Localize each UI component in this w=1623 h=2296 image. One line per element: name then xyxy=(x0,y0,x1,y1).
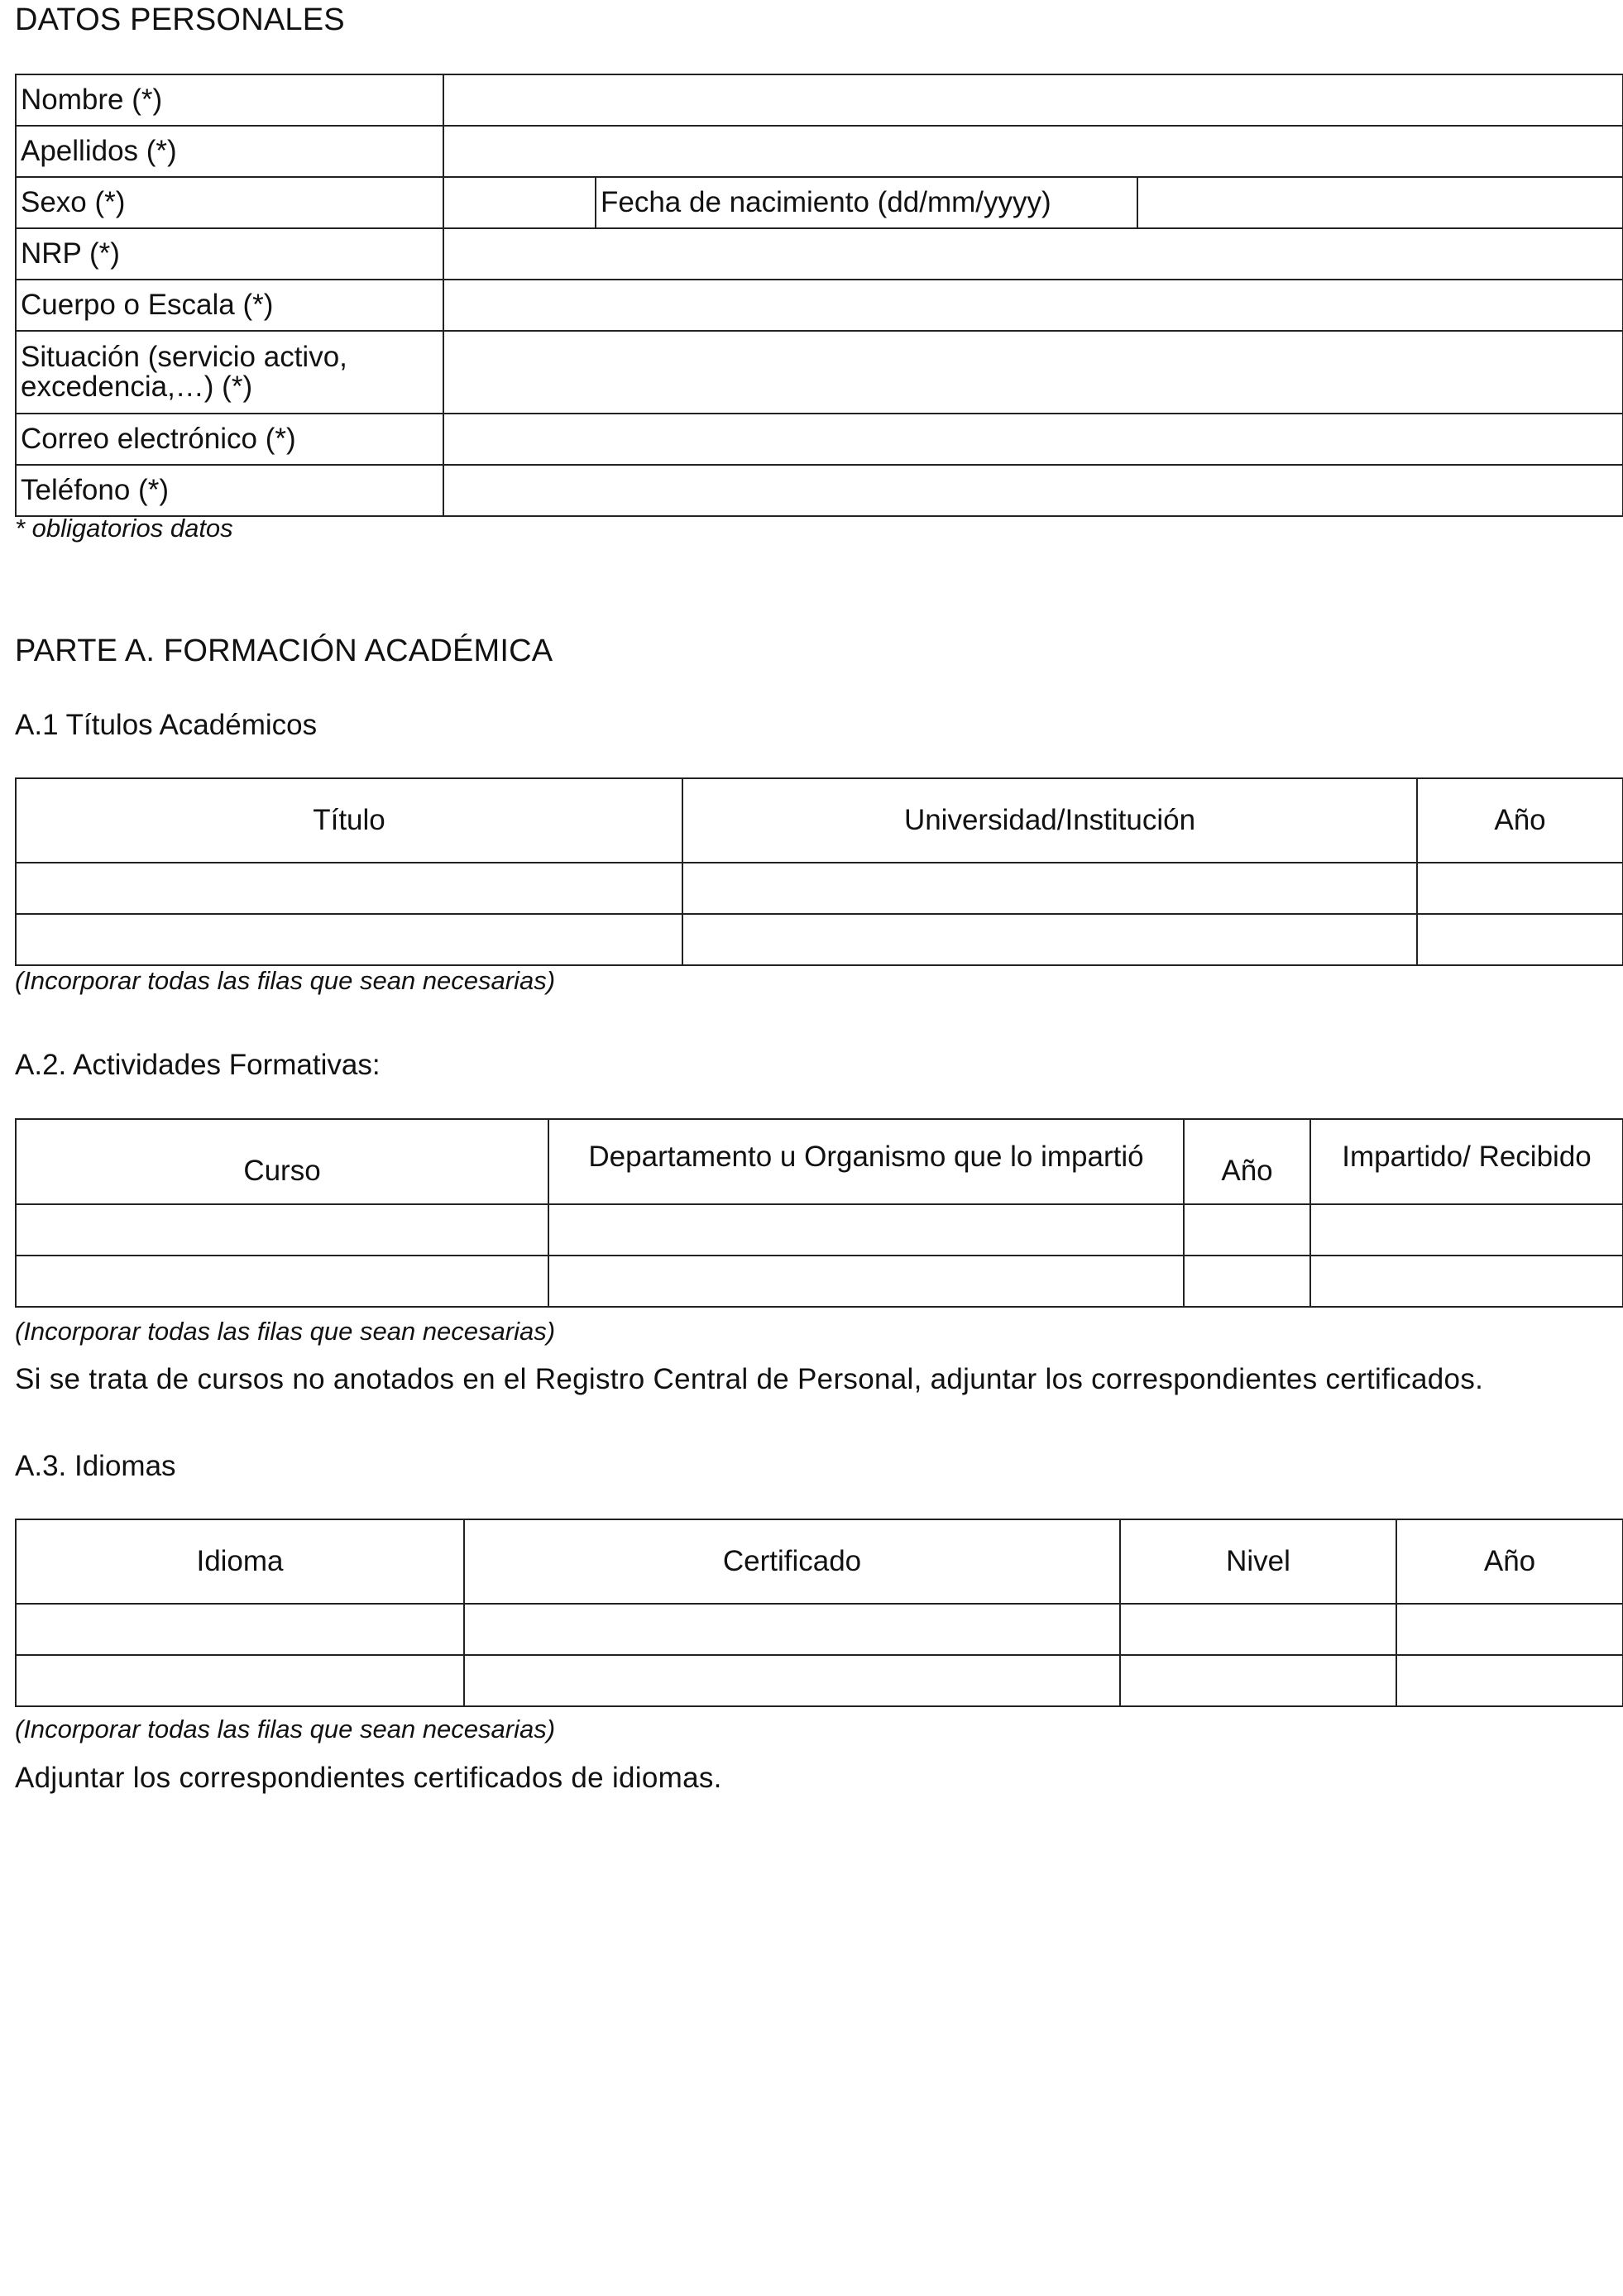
actividades-table xyxy=(15,1118,1623,1308)
column-header-anio: Año xyxy=(1417,778,1623,863)
fecha-nacimiento-field[interactable] xyxy=(1137,177,1623,228)
section-title-parte-a: PARTE A. FORMACIÓN ACADÉMICA xyxy=(15,634,553,668)
subsection-title-actividades: A.2. Actividades Formativas: xyxy=(15,1049,381,1081)
table-cell[interactable] xyxy=(1120,1604,1396,1655)
cuerpo-escala-field[interactable] xyxy=(443,280,1623,331)
footnote-obligatorios: * obligatorios datos xyxy=(15,514,233,543)
label-sexo: Sexo (*) xyxy=(16,177,443,228)
label-fecha-nacimiento: Fecha de nacimiento (dd/mm/yyyy) xyxy=(596,177,1137,228)
table-cell[interactable] xyxy=(464,1655,1120,1706)
table-cell[interactable] xyxy=(16,1655,464,1706)
table-row xyxy=(16,863,1623,914)
personal-data-table xyxy=(15,74,1623,517)
column-header-nivel: Nivel xyxy=(1120,1519,1396,1604)
table-cell[interactable] xyxy=(1310,1204,1623,1256)
column-header-titulo: Título xyxy=(16,778,682,863)
table-cell[interactable] xyxy=(1396,1604,1623,1655)
subsection-title-titulos: A.1 Títulos Académicos xyxy=(15,709,318,741)
table-cell[interactable] xyxy=(1417,914,1623,965)
column-header-idioma: Idioma xyxy=(16,1519,464,1604)
table-cell[interactable] xyxy=(548,1204,1184,1256)
table-cell[interactable] xyxy=(16,1256,548,1307)
table-cell[interactable] xyxy=(16,1604,464,1655)
label-cuerpo-escala: Cuerpo o Escala (*) xyxy=(16,280,443,331)
table-cell[interactable] xyxy=(682,914,1417,965)
column-header-departamento: Departamento u Organismo que lo impartió xyxy=(548,1119,1184,1204)
column-header-impartido-recibido: Impartido/ Recibido xyxy=(1310,1119,1623,1204)
table-cell[interactable] xyxy=(1120,1655,1396,1706)
table-cell[interactable] xyxy=(16,863,682,914)
telefono-field[interactable] xyxy=(443,465,1623,516)
nombre-field[interactable] xyxy=(443,74,1623,126)
idiomas-table xyxy=(15,1519,1623,1707)
column-header-universidad: Universidad/Institución xyxy=(682,778,1417,863)
table-cell[interactable] xyxy=(1310,1256,1623,1307)
table-row xyxy=(16,1604,1623,1655)
label-telefono: Teléfono (*) xyxy=(16,465,443,516)
instruction-certificados-idiomas: Adjuntar los correspondientes certificados de idiomas. xyxy=(15,1762,722,1794)
table-row xyxy=(16,1256,1623,1307)
instruction-certificados-cursos: Si se trata de cursos no anotados en el Registro Central de Personal, adjuntar los correspondientes certificados. xyxy=(15,1363,1484,1395)
column-header-anio: Año xyxy=(1396,1519,1623,1604)
column-header-anio: Año xyxy=(1184,1119,1310,1204)
table-cell[interactable] xyxy=(1417,863,1623,914)
label-situacion-line1: Situación (servicio activo, xyxy=(21,341,347,373)
situacion-field[interactable] xyxy=(443,331,1623,414)
titulos-table xyxy=(15,777,1623,966)
table-cell[interactable] xyxy=(16,914,682,965)
subsection-title-idiomas: A.3. Idiomas xyxy=(15,1450,176,1482)
correo-field[interactable] xyxy=(443,414,1623,465)
label-situacion-line2: excedencia,…) (*) xyxy=(21,371,253,403)
table-row xyxy=(16,1655,1623,1706)
sexo-field[interactable] xyxy=(443,177,596,228)
section-title-datos-personales: DATOS PERSONALES xyxy=(15,2,345,37)
table-cell[interactable] xyxy=(682,863,1417,914)
table-cell[interactable] xyxy=(16,1204,548,1256)
note-incorporar-filas: (Incorporar todas las filas que sean necesarias) xyxy=(15,1317,556,1346)
table-cell[interactable] xyxy=(1184,1204,1310,1256)
apellidos-field[interactable] xyxy=(443,126,1623,177)
table-cell[interactable] xyxy=(464,1604,1120,1655)
label-correo: Correo electrónico (*) xyxy=(16,414,443,465)
label-situacion xyxy=(16,331,443,414)
table-row xyxy=(16,914,1623,965)
column-header-certificado: Certificado xyxy=(464,1519,1120,1604)
note-incorporar-filas: (Incorporar todas las filas que sean necesarias) xyxy=(15,966,556,995)
table-row xyxy=(16,1204,1623,1256)
table-cell[interactable] xyxy=(1396,1655,1623,1706)
label-nombre: Nombre (*) xyxy=(16,74,443,126)
column-header-curso: Curso xyxy=(16,1119,548,1204)
note-incorporar-filas: (Incorporar todas las filas que sean necesarias) xyxy=(15,1715,556,1744)
table-cell[interactable] xyxy=(548,1256,1184,1307)
label-nrp: NRP (*) xyxy=(16,228,443,280)
table-cell[interactable] xyxy=(1184,1256,1310,1307)
label-apellidos: Apellidos (*) xyxy=(16,126,443,177)
nrp-field[interactable] xyxy=(443,228,1623,280)
